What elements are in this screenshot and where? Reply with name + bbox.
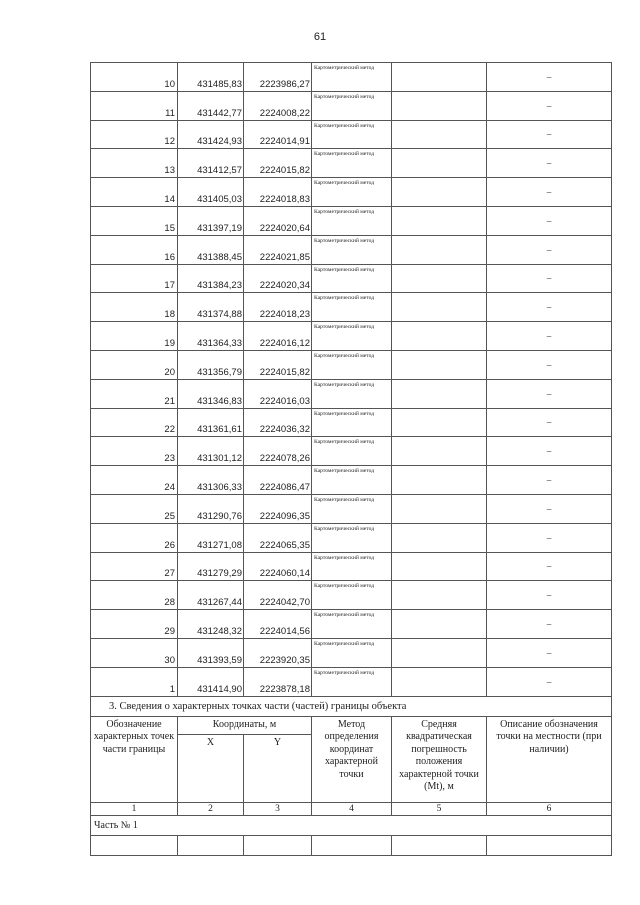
error-cell [392, 293, 487, 322]
error-cell [392, 322, 487, 351]
coordinate-x: 431397,19 [178, 206, 244, 235]
method-cell: Картометрический метод [312, 91, 392, 120]
point-row [91, 293, 612, 322]
error-cell [392, 91, 487, 120]
col-number: 4 [312, 802, 392, 815]
point-number: 12 [91, 120, 178, 149]
coordinate-x: 431290,76 [178, 494, 244, 523]
empty-cell [312, 835, 392, 855]
error-cell [392, 350, 487, 379]
point-row [91, 466, 612, 495]
empty-cell [392, 835, 487, 855]
coordinate-y: 2224020,34 [244, 264, 312, 293]
method-cell: Картометрический метод [312, 293, 392, 322]
point-number: 20 [91, 350, 178, 379]
error-cell [392, 581, 487, 610]
empty-cell [487, 835, 612, 855]
point-number: 14 [91, 178, 178, 207]
point-number: 16 [91, 235, 178, 264]
col-number: 6 [487, 802, 612, 815]
coordinate-y: 2224096,35 [244, 494, 312, 523]
point-row [91, 667, 612, 696]
method-cell: Картометрический метод [312, 149, 392, 178]
coordinate-x: 431393,59 [178, 638, 244, 667]
description-cell: – [487, 63, 612, 92]
point-number: 11 [91, 91, 178, 120]
coordinate-y: 2224018,23 [244, 293, 312, 322]
error-cell [392, 206, 487, 235]
point-row [91, 264, 612, 293]
method-cell: Картометрический метод [312, 638, 392, 667]
method-cell: Картометрический метод [312, 581, 392, 610]
description-cell: – [487, 581, 612, 610]
section-title: 3. Сведения о характерных точках части (частей) границы объекта [91, 696, 612, 716]
point-number: 18 [91, 293, 178, 322]
description-cell: – [487, 120, 612, 149]
method-cell: Картометрический метод [312, 466, 392, 495]
header-error: Средняя квадратическая погрешность положения характерной точки (Mt), м [392, 716, 487, 802]
coordinate-y: 2223986,27 [244, 63, 312, 92]
coordinate-x: 431424,93 [178, 120, 244, 149]
description-cell: – [487, 610, 612, 639]
header-x: X [178, 734, 244, 802]
point-row [91, 206, 612, 235]
header-method: Метод определения координат характерной точки [312, 716, 392, 802]
description-cell: – [487, 91, 612, 120]
point-row [91, 91, 612, 120]
coordinate-y: 2224016,03 [244, 379, 312, 408]
error-cell [392, 264, 487, 293]
method-cell: Картометрический метод [312, 264, 392, 293]
point-row [91, 63, 612, 92]
error-cell [392, 610, 487, 639]
coordinate-y: 2224008,22 [244, 91, 312, 120]
error-cell [392, 149, 487, 178]
coordinate-y: 2224014,56 [244, 610, 312, 639]
error-cell [392, 120, 487, 149]
coordinate-y: 2223920,35 [244, 638, 312, 667]
error-cell [392, 379, 487, 408]
coordinate-x: 431356,79 [178, 350, 244, 379]
error-cell [392, 523, 487, 552]
description-cell: – [487, 178, 612, 207]
method-cell: Картометрический метод [312, 63, 392, 92]
coordinate-x: 431414,90 [178, 667, 244, 696]
error-cell [392, 552, 487, 581]
coordinate-x: 431248,32 [178, 610, 244, 639]
description-cell: – [487, 293, 612, 322]
coordinate-x: 431279,29 [178, 552, 244, 581]
coordinate-y: 2224016,12 [244, 322, 312, 351]
coordinate-y: 2224060,14 [244, 552, 312, 581]
page-number: 61 [313, 31, 327, 43]
description-cell: – [487, 437, 612, 466]
description-cell: – [487, 149, 612, 178]
point-number: 30 [91, 638, 178, 667]
description-cell: – [487, 552, 612, 581]
description-cell: – [487, 466, 612, 495]
error-cell [392, 178, 487, 207]
method-cell: Картометрический метод [312, 235, 392, 264]
coordinate-y: 2224078,26 [244, 437, 312, 466]
coordinate-x: 431485,83 [178, 63, 244, 92]
method-cell: Картометрический метод [312, 552, 392, 581]
point-row [91, 235, 612, 264]
description-cell: – [487, 523, 612, 552]
coordinate-x: 431271,08 [178, 523, 244, 552]
point-number: 21 [91, 379, 178, 408]
point-row [91, 610, 612, 639]
error-cell [392, 408, 487, 437]
point-row [91, 638, 612, 667]
point-number: 24 [91, 466, 178, 495]
point-number: 28 [91, 581, 178, 610]
point-row [91, 120, 612, 149]
description-cell: – [487, 408, 612, 437]
coordinate-y: 2224018,83 [244, 178, 312, 207]
part-label: Часть № 1 [91, 815, 612, 835]
point-row [91, 178, 612, 207]
coordinate-y: 2223878,18 [244, 667, 312, 696]
method-cell: Картометрический метод [312, 322, 392, 351]
col-number: 1 [91, 802, 178, 815]
method-cell: Картометрический метод [312, 610, 392, 639]
col-number: 3 [244, 802, 312, 815]
coordinate-x: 431364,33 [178, 322, 244, 351]
point-number: 17 [91, 264, 178, 293]
coordinate-x: 431388,45 [178, 235, 244, 264]
error-cell [392, 437, 487, 466]
method-cell: Картометрический метод [312, 206, 392, 235]
coordinate-x: 431405,03 [178, 178, 244, 207]
coordinate-y: 2224020,64 [244, 206, 312, 235]
coordinate-x: 431301,12 [178, 437, 244, 466]
point-row [91, 322, 612, 351]
point-row [91, 552, 612, 581]
coordinate-x: 431346,83 [178, 379, 244, 408]
col-number: 2 [178, 802, 244, 815]
point-number: 22 [91, 408, 178, 437]
coordinate-y: 2224014,91 [244, 120, 312, 149]
description-cell: – [487, 494, 612, 523]
point-row [91, 379, 612, 408]
empty-cell [244, 835, 312, 855]
point-number: 10 [91, 63, 178, 92]
error-cell [392, 63, 487, 92]
coordinate-y: 2224065,35 [244, 523, 312, 552]
method-cell: Картометрический метод [312, 379, 392, 408]
coordinate-y: 2224042,70 [244, 581, 312, 610]
description-cell: – [487, 235, 612, 264]
coordinate-x: 431361,61 [178, 408, 244, 437]
coordinate-x: 431374,88 [178, 293, 244, 322]
point-row [91, 494, 612, 523]
empty-cell [178, 835, 244, 855]
point-number: 1 [91, 667, 178, 696]
point-row [91, 581, 612, 610]
coordinate-x: 431384,23 [178, 264, 244, 293]
header-y: Y [244, 734, 312, 802]
point-number: 27 [91, 552, 178, 581]
point-number: 29 [91, 610, 178, 639]
coordinate-x: 431267,44 [178, 581, 244, 610]
point-number: 15 [91, 206, 178, 235]
point-number: 25 [91, 494, 178, 523]
method-cell: Картометрический метод [312, 667, 392, 696]
coordinate-x: 431412,57 [178, 149, 244, 178]
method-cell: Картометрический метод [312, 408, 392, 437]
col-number: 5 [392, 802, 487, 815]
coordinate-y: 2224086,47 [244, 466, 312, 495]
coordinate-y: 2224015,82 [244, 149, 312, 178]
header-designation: Обозначение характерных точек части границы [91, 716, 178, 802]
method-cell: Картометрический метод [312, 178, 392, 207]
error-cell [392, 466, 487, 495]
description-cell: – [487, 206, 612, 235]
boundary-points-table [90, 62, 612, 856]
point-row [91, 523, 612, 552]
point-row [91, 149, 612, 178]
method-cell: Картометрический метод [312, 523, 392, 552]
point-number: 23 [91, 437, 178, 466]
description-cell: – [487, 350, 612, 379]
method-cell: Картометрический метод [312, 120, 392, 149]
description-cell: – [487, 667, 612, 696]
error-cell [392, 494, 487, 523]
coordinate-y: 2224036,32 [244, 408, 312, 437]
point-row [91, 408, 612, 437]
coordinate-y: 2224015,82 [244, 350, 312, 379]
description-cell: – [487, 322, 612, 351]
point-row [91, 437, 612, 466]
description-cell: – [487, 264, 612, 293]
error-cell [392, 235, 487, 264]
method-cell: Картометрический метод [312, 437, 392, 466]
coordinate-x: 431306,33 [178, 466, 244, 495]
empty-cell [91, 835, 178, 855]
description-cell: – [487, 638, 612, 667]
coordinate-y: 2224021,85 [244, 235, 312, 264]
method-cell: Картометрический метод [312, 350, 392, 379]
method-cell: Картометрический метод [312, 494, 392, 523]
error-cell [392, 667, 487, 696]
header-description: Описание обозначения точки на местности (при наличии) [487, 716, 612, 802]
point-number: 13 [91, 149, 178, 178]
coordinate-x: 431442,77 [178, 91, 244, 120]
point-number: 26 [91, 523, 178, 552]
point-number: 19 [91, 322, 178, 351]
description-cell: – [487, 379, 612, 408]
header-coordinates: Координаты, м [178, 716, 312, 734]
error-cell [392, 638, 487, 667]
point-row [91, 350, 612, 379]
